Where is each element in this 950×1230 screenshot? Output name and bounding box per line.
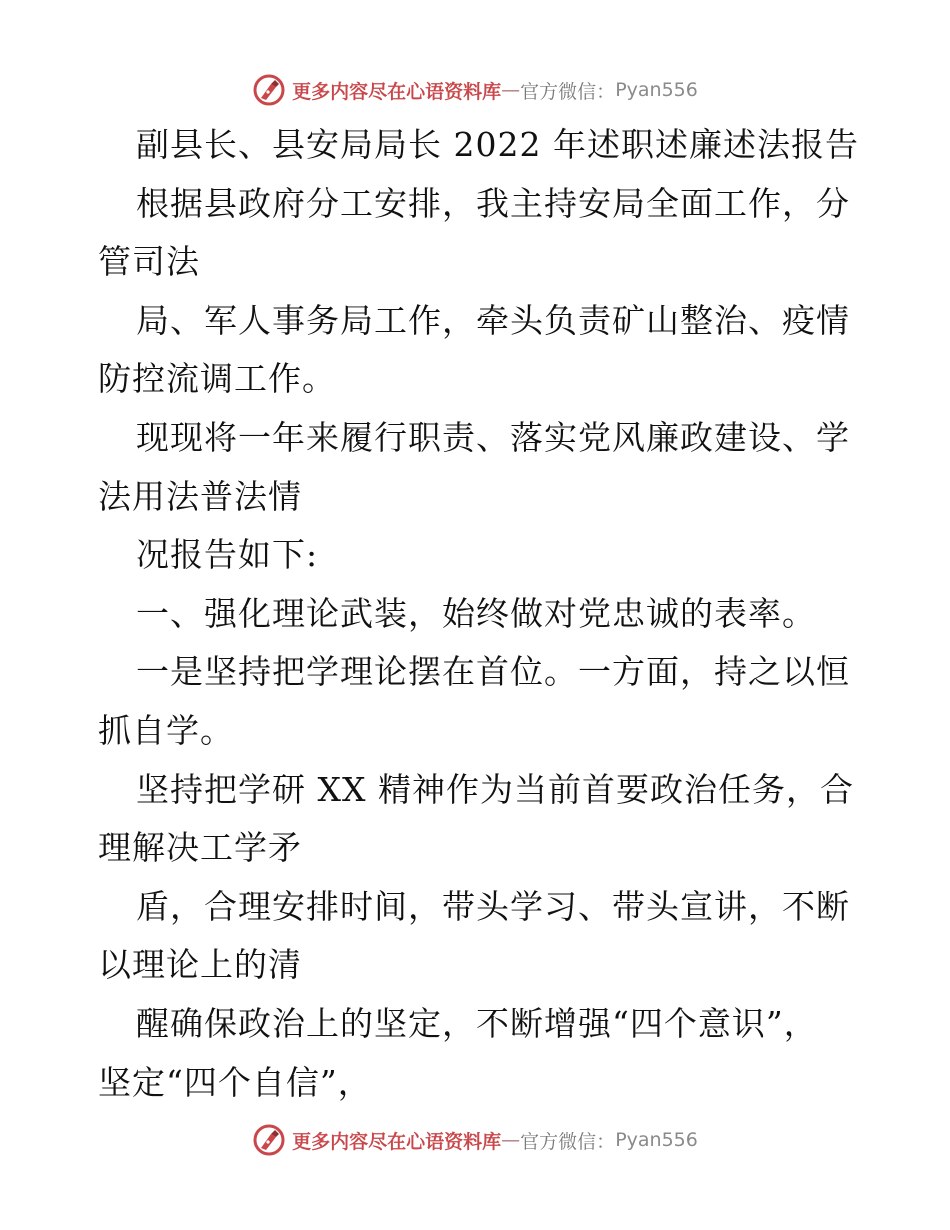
watermark-wechat-id: Pyan556: [615, 1129, 698, 1151]
document-line: 一、强化理论武装，始终做对党忠诚的表率。: [136, 593, 816, 633]
pen-nib-logo-icon: [252, 73, 286, 107]
document-line: 坚定“四个自信”，: [98, 1062, 372, 1102]
document-line: 理解决工学矛: [98, 828, 302, 868]
watermark-separator: —: [501, 79, 521, 101]
header-watermark: [0, 70, 950, 110]
watermark-text: [292, 1127, 698, 1154]
watermark-wechat-label: 官方微信：: [520, 80, 616, 103]
document-line: 抓自学。: [98, 710, 234, 750]
document-body: [98, 116, 858, 1112]
watermark-wechat-id: Pyan556: [615, 79, 698, 101]
document-title: 副县长、县安局局长 2022 年述职述廉述法报告: [136, 125, 859, 164]
document-line: 况报告如下:: [136, 535, 319, 575]
document-line: 法用法普法情: [98, 476, 302, 516]
document-line: 现现将一年来履行职责、落实党风廉政建设、学: [136, 417, 850, 457]
document-line: 坚持把学研 XX 精神作为当前首要政治任务，合: [136, 769, 854, 809]
footer-watermark: [0, 1120, 950, 1160]
document-line: 醒确保政治上的坚定，不断增强“四个意识”，: [136, 1003, 818, 1043]
document-line: 根据县政府分工安排，我主持安局全面工作，分: [136, 183, 850, 223]
document-line: 一是坚持把学理论摆在首位。一方面，持之以恒: [136, 652, 850, 692]
watermark-main-text: 更多内容尽在心语资料库: [292, 80, 502, 103]
document-line: 管司法: [98, 242, 200, 282]
watermark-wechat-label: 官方微信：: [520, 1130, 616, 1153]
document-line: 盾，合理安排时间，带头学习、带头宣讲，不断: [136, 886, 850, 926]
pen-nib-logo-icon: [252, 1123, 286, 1157]
watermark-main-text: 更多内容尽在心语资料库: [292, 1130, 502, 1153]
document-line: 以理论上的清: [98, 945, 302, 985]
watermark-text: [292, 77, 698, 104]
document-line: 防控流调工作。: [98, 359, 336, 399]
watermark-separator: —: [501, 1129, 521, 1151]
document-line: 局、军人事务局工作，牵头负责矿山整治、疫情: [136, 300, 850, 340]
